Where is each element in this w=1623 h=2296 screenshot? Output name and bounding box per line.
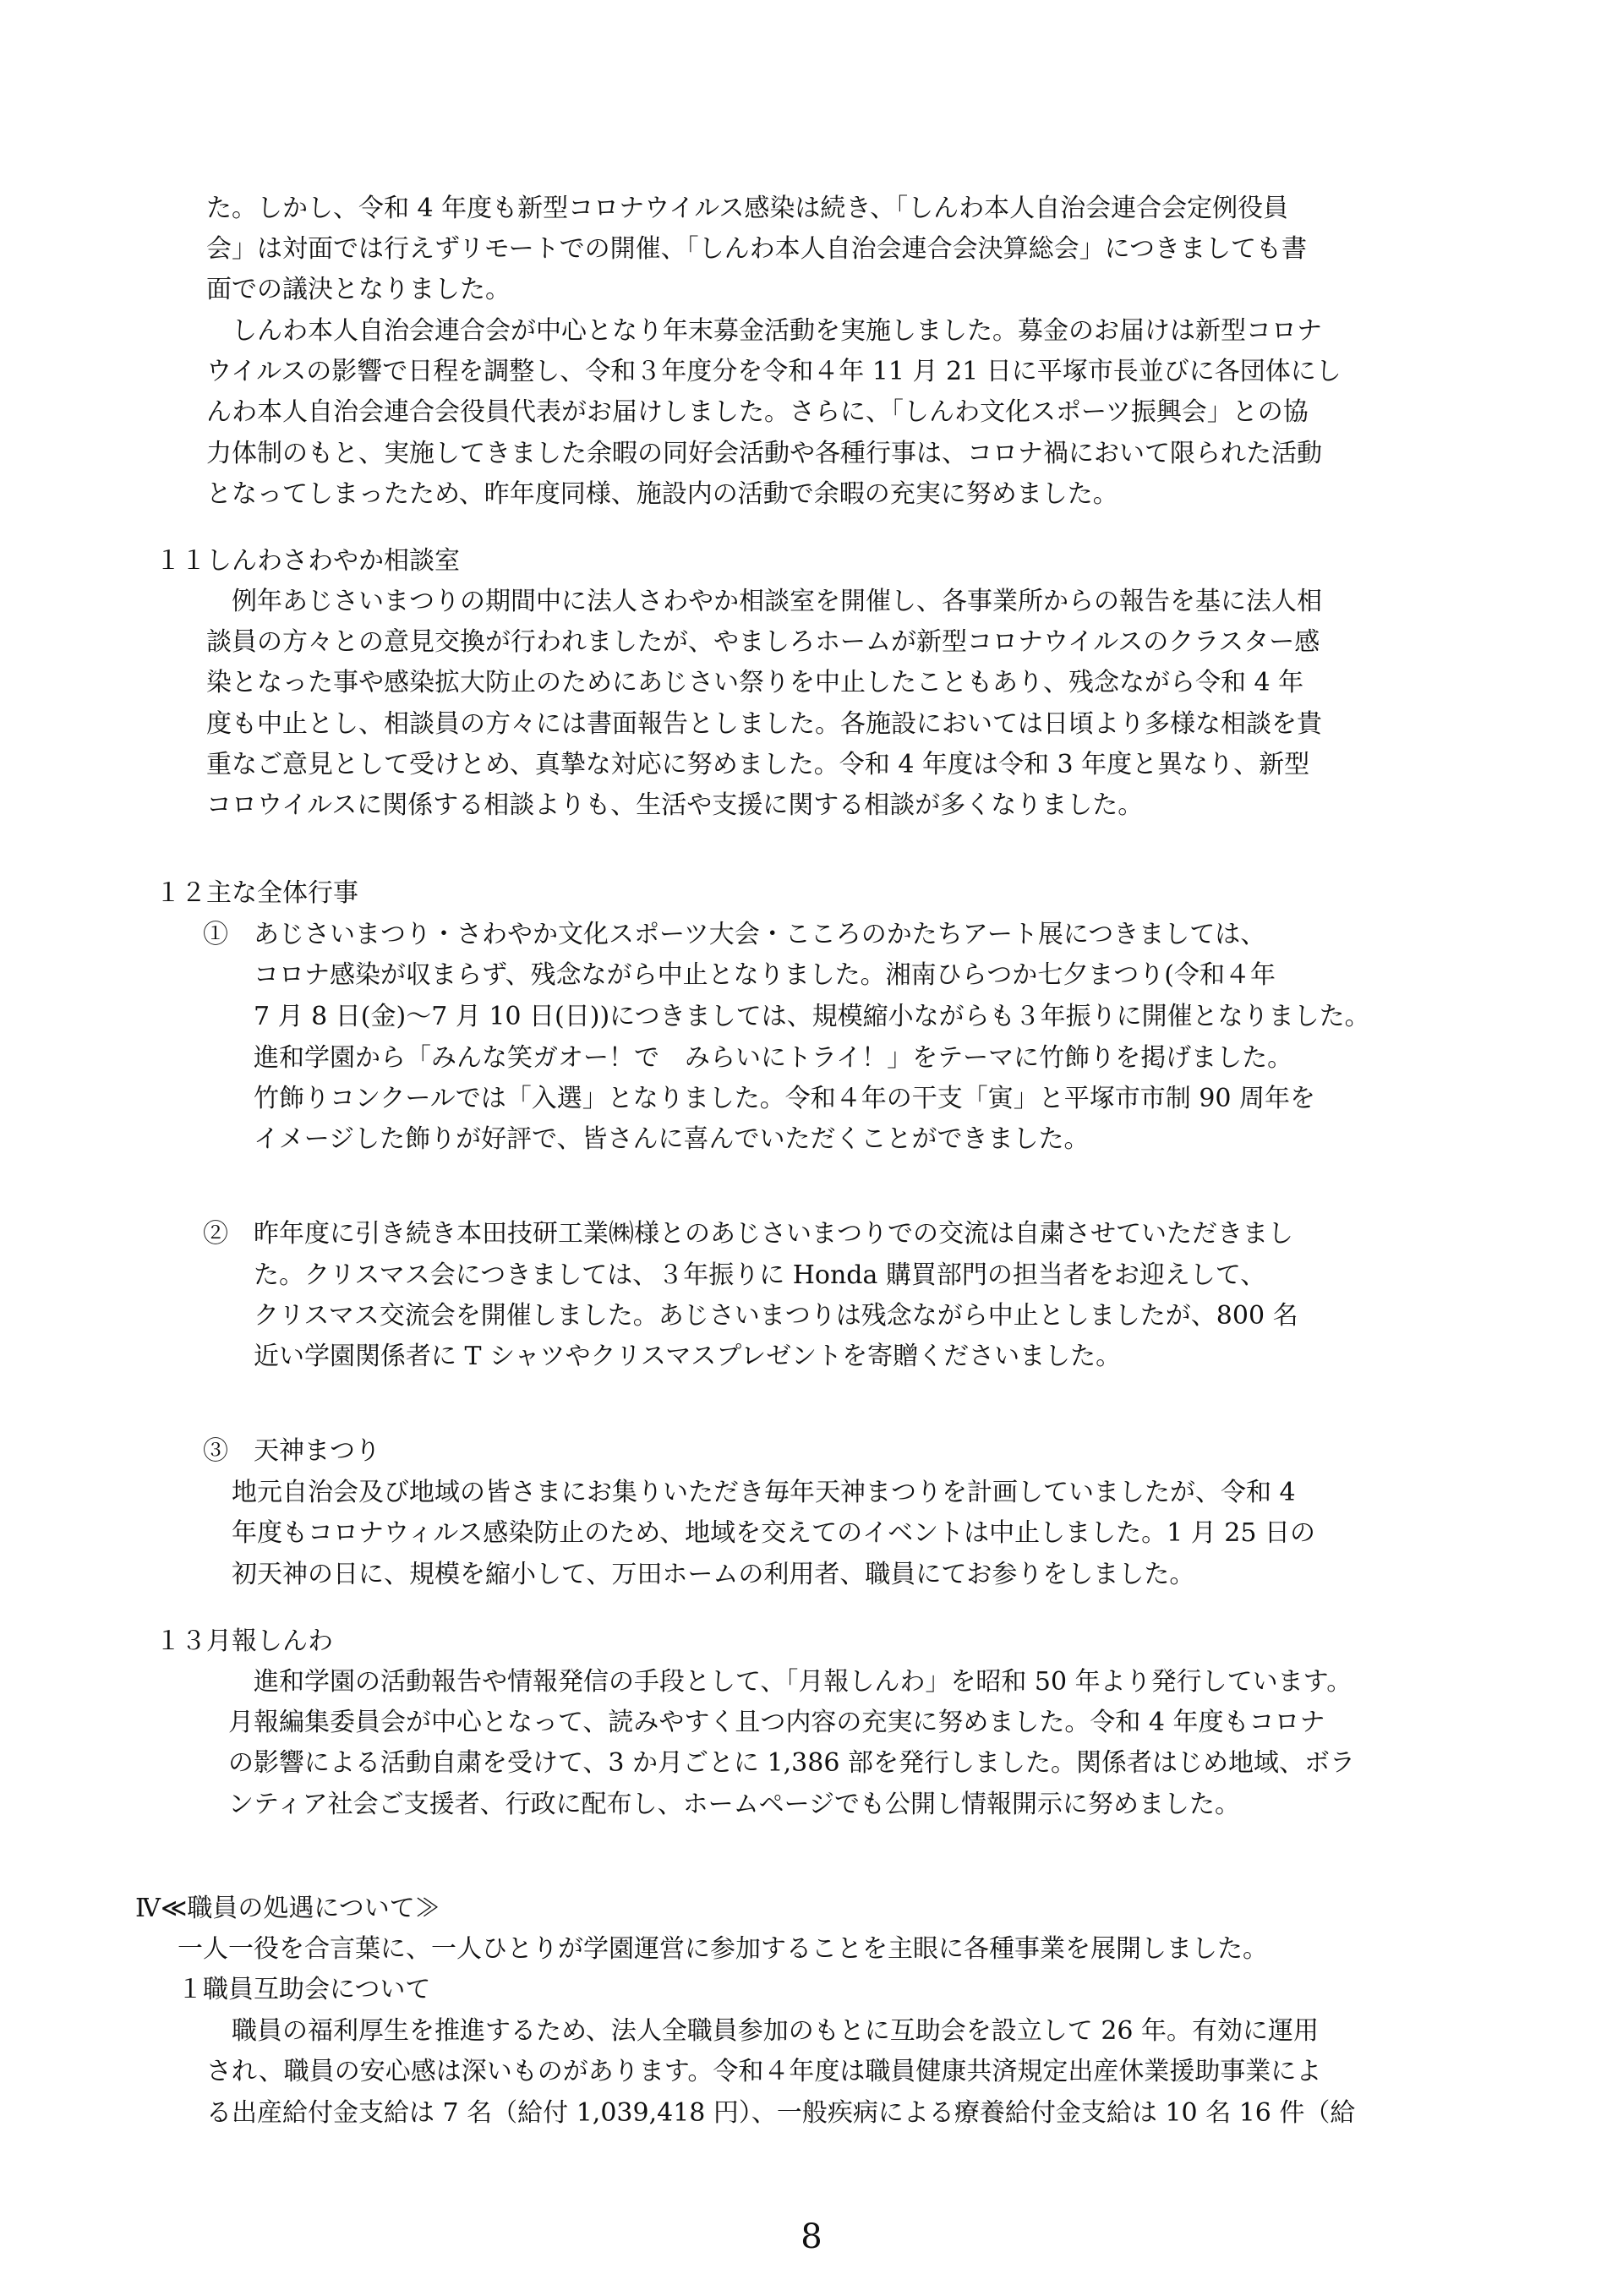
- body-text-line: コロナ感染が収まらず、残念ながら中止となりました。湘南ひらつか七夕まつり(令和４年: [254, 960, 1276, 990]
- section-heading: １３月報しんわ: [156, 1626, 333, 1656]
- list-item: ② 昨年度に引き続き本田技研工業㈱様とのあじさいまつりでの交流は自粛させていただきまし: [203, 1219, 1293, 1249]
- body-text-line: 一人一役を合言葉に、一人ひとりが学園運営に参加することを主眼に各種事業を展開しました。: [178, 1934, 1268, 1964]
- body-text-line: しんわ本人自治会連合会が中心となり年末募金活動を実施しました。募金のお届けは新型コロナ: [232, 316, 1322, 346]
- body-text-line: 力体制のもと、実施してきました余暇の同好会活動や各種行事は、コロナ禍において限られた活動: [206, 439, 1322, 468]
- body-text-line: 染となった事や感染拡大防止のためにあじさい祭りを中止したこともあり、残念ながら令和 4 年: [206, 668, 1304, 697]
- body-text-line: クリスマス交流会を開催しました。あじさいまつりは残念ながら中止としましたが、800 名: [254, 1301, 1298, 1331]
- body-text-line: 面での議決となりました。: [206, 275, 511, 304]
- section-heading: １１しんわさわやか相談室: [156, 546, 460, 576]
- body-text-line: 重なご意見として受けとめ、真摯な対応に努めました。令和 4 年度は令和 3 年度と異なり、新型: [206, 750, 1310, 779]
- body-text-line: イメージした飾りが好評で、皆さんに喜んでいただくことができました。: [254, 1124, 1090, 1154]
- body-text-line: 竹飾りコンクールでは「入選」となりました。令和４年の干支「寅」と平塚市市制 90 周年を: [254, 1084, 1316, 1113]
- body-text-line: 進和学園から「みんな笑ガオー！で みらいにトライ！」をテーマに竹飾りを掲げました。: [254, 1043, 1293, 1073]
- body-text-line: 会」は対面では行えずリモートでの開催、「しんわ本人自治会連合会決算総会」につきましても書: [206, 234, 1307, 264]
- body-text-line: 例年あじさいまつりの期間中に法人さわやか相談室を開催し、各事業所からの報告を基に法人相: [232, 587, 1322, 616]
- body-text-line: コロウイルスに関係する相談よりも、生活や支援に関する相談が多くなりました。: [206, 790, 1144, 820]
- page-number: 8: [801, 2217, 822, 2256]
- body-text-line: され、職員の安心感は深いものがあります。令和４年度は職員健康共済規定出産休業援助事業によ: [206, 2057, 1322, 2086]
- body-text-line: ンティア社会ご支援者、行政に配布し、ホームページでも公開し情報開示に努めました。: [228, 1790, 1240, 1819]
- body-text-line: 初天神の日に、規模を縮小して、万田ホームの利用者、職員にてお参りをしました。: [232, 1560, 1195, 1589]
- chapter-heading: Ⅳ≪職員の処遇について≫: [135, 1894, 440, 1923]
- list-item: ① あじさいまつり・さわやか文化スポーツ大会・こころのかたちアート展につきましては、: [203, 920, 1266, 949]
- body-text-line: んわ本人自治会連合会役員代表がお届けしました。さらに、「しんわ文化スポーツ振興会」との協: [206, 397, 1309, 427]
- body-text-line: 年度もコロナウィルス感染防止のため、地域を交えてのイベントは中止しました。1 月 25 日の: [232, 1518, 1315, 1548]
- section-heading: １２主な全体行事: [156, 878, 358, 908]
- body-text-line: 職員の福利厚生を推進するため、法人全職員参加のもとに互助会を設立して 26 年。有効に運用: [232, 2016, 1320, 2046]
- body-text-line: 7 月 8 日(金)〜7 月 10 日(日))につきましては、規模縮小ながらも３年振りに開催となりました。: [254, 1002, 1370, 1031]
- body-text-line: 地元自治会及び地域の皆さまにお集りいただき毎年天神まつりを計画していましたが、令和 4: [232, 1478, 1296, 1507]
- body-text-line: 度も中止とし、相談員の方々には書面報告としました。各施設においては日頃より多様な相談を貴: [206, 709, 1322, 739]
- body-text-line: ウイルスの影響で日程を調整し、令和３年度分を令和４年 11 月 21 日に平塚市長並びに各団体にし: [206, 357, 1342, 386]
- body-text-line: た。しかし、令和 4 年度も新型コロナウイルス感染は続き、「しんわ本人自治会連合会定例役員: [206, 194, 1289, 223]
- body-text-line: の影響による活動自粛を受けて、3 か月ごとに 1,386 部を発行しました。関係者はじめ地域、ボラ: [228, 1748, 1355, 1778]
- body-text-line: 近い学園関係者に T シャツやクリスマスプレゼントを寄贈くださいました。: [254, 1342, 1122, 1371]
- body-text-line: となってしまったため、昨年度同様、施設内の活動で余暇の充実に努めました。: [206, 479, 1118, 509]
- body-text-line: る出産給付金支給は 7 名（給付 1,039,418 円）、一般疾病による療養給付金支給は 10 名 16 件（給: [206, 2098, 1356, 2128]
- body-text-line: 談員の方々との意見交換が行われましたが、やましろホームが新型コロナウイルスのクラスター感: [206, 627, 1320, 657]
- list-item: ③ 天神まつり: [203, 1436, 380, 1466]
- section-heading: １職員互助会について: [178, 1975, 431, 2004]
- body-text-line: た。クリスマス会につきましては、３年振りに Honda 購買部門の担当者をお迎えして、: [254, 1260, 1266, 1290]
- body-text-line: 月報編集委員会が中心となって、読みやすく且つ内容の充実に努めました。令和 4 年度もコロナ: [228, 1708, 1325, 1737]
- body-text-line: 進和学園の活動報告や情報発信の手段として、「月報しんわ」を昭和 50 年より発行しています。: [254, 1667, 1352, 1697]
